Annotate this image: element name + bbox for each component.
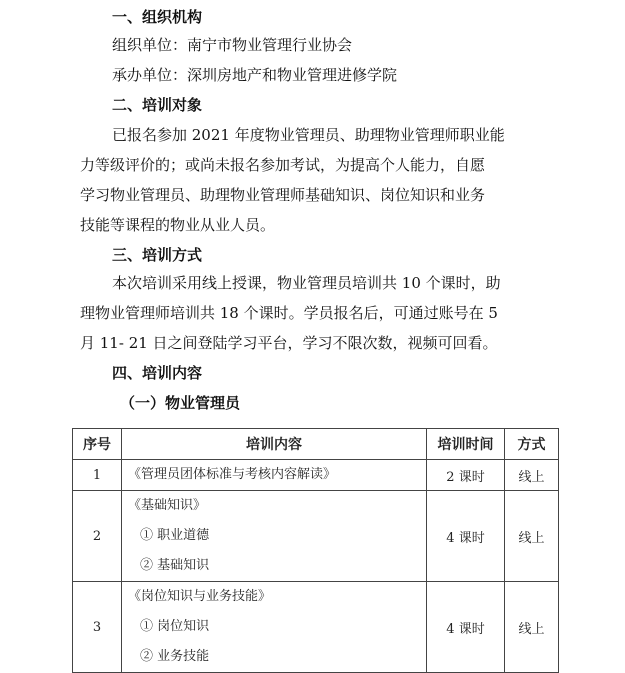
row-1-content <box>122 460 427 491</box>
row-1-no: 1 <box>73 460 122 491</box>
header-no: 序号 <box>73 429 122 460</box>
s3-line-2: 理物业管理师培训共 18 个课时。学员报名后，可通过账号在 5 <box>80 304 498 322</box>
row-3-no: 3 <box>73 582 122 673</box>
header-content: 培训内容 <box>122 429 427 460</box>
section-1-title: 一、组织机构 <box>112 8 203 26</box>
row-2-content-line-1: 《基础知识》 <box>128 498 207 513</box>
s2-line-2: 力等级评价的；或尚未报名参加考试，为提高个人能力，自愿 <box>80 156 486 174</box>
row-2-time: 4 课时 <box>427 491 505 582</box>
row-3-time: 4 课时 <box>427 582 505 673</box>
section-3-title: 三、培训方式 <box>112 246 203 264</box>
subsection-title: （一）物业管理员 <box>120 394 241 412</box>
host-unit-line: 承办单位：深圳房地产和物业管理进修学院 <box>112 66 398 84</box>
row-2-no: 2 <box>73 491 122 582</box>
header-time: 培训时间 <box>427 429 505 460</box>
row-1-mode: 线上 <box>505 460 559 491</box>
table-row <box>73 491 559 582</box>
s3-line-1: 本次培训采用线上授课，物业管理员培训共 10 个课时，助 <box>112 274 501 292</box>
table-row <box>73 582 559 673</box>
s2-line-1: 已报名参加 2021 年度物业管理员、助理物业管理师职业能 <box>112 126 505 144</box>
row-3-content-line-3: ② 业务技能 <box>140 649 210 664</box>
table-header-row <box>73 429 559 460</box>
row-1-content-line-1: 《管理员团体标准与考核内容解读》 <box>128 467 337 482</box>
row-2-content <box>122 491 427 582</box>
header-mode: 方式 <box>505 429 559 460</box>
row-2-content-line-3: ② 基础知识 <box>140 558 210 573</box>
section-2-title: 二、培训对象 <box>112 96 203 114</box>
org-unit-line: 组织单位：南宁市物业管理行业协会 <box>112 36 353 54</box>
training-table <box>72 428 559 673</box>
row-2-content-line-2: ① 职业道德 <box>140 528 210 543</box>
row-3-mode: 线上 <box>505 582 559 673</box>
row-3-content <box>122 582 427 673</box>
section-4-title: 四、培训内容 <box>112 364 203 382</box>
row-2-mode: 线上 <box>505 491 559 582</box>
row-1-time: 2 课时 <box>427 460 505 491</box>
s2-line-3: 学习物业管理员、助理物业管理师基础知识、岗位知识和业务 <box>80 186 486 204</box>
table-row <box>73 460 559 491</box>
s3-line-3: 月 11- 21 日之间登陆学习平台，学习不限次数，视频可回看。 <box>80 334 498 352</box>
row-3-content-line-1: 《岗位知识与业务技能》 <box>128 589 272 604</box>
s2-line-4: 技能等课程的物业从业人员。 <box>80 216 276 234</box>
row-3-content-line-2: ① 岗位知识 <box>140 619 210 634</box>
